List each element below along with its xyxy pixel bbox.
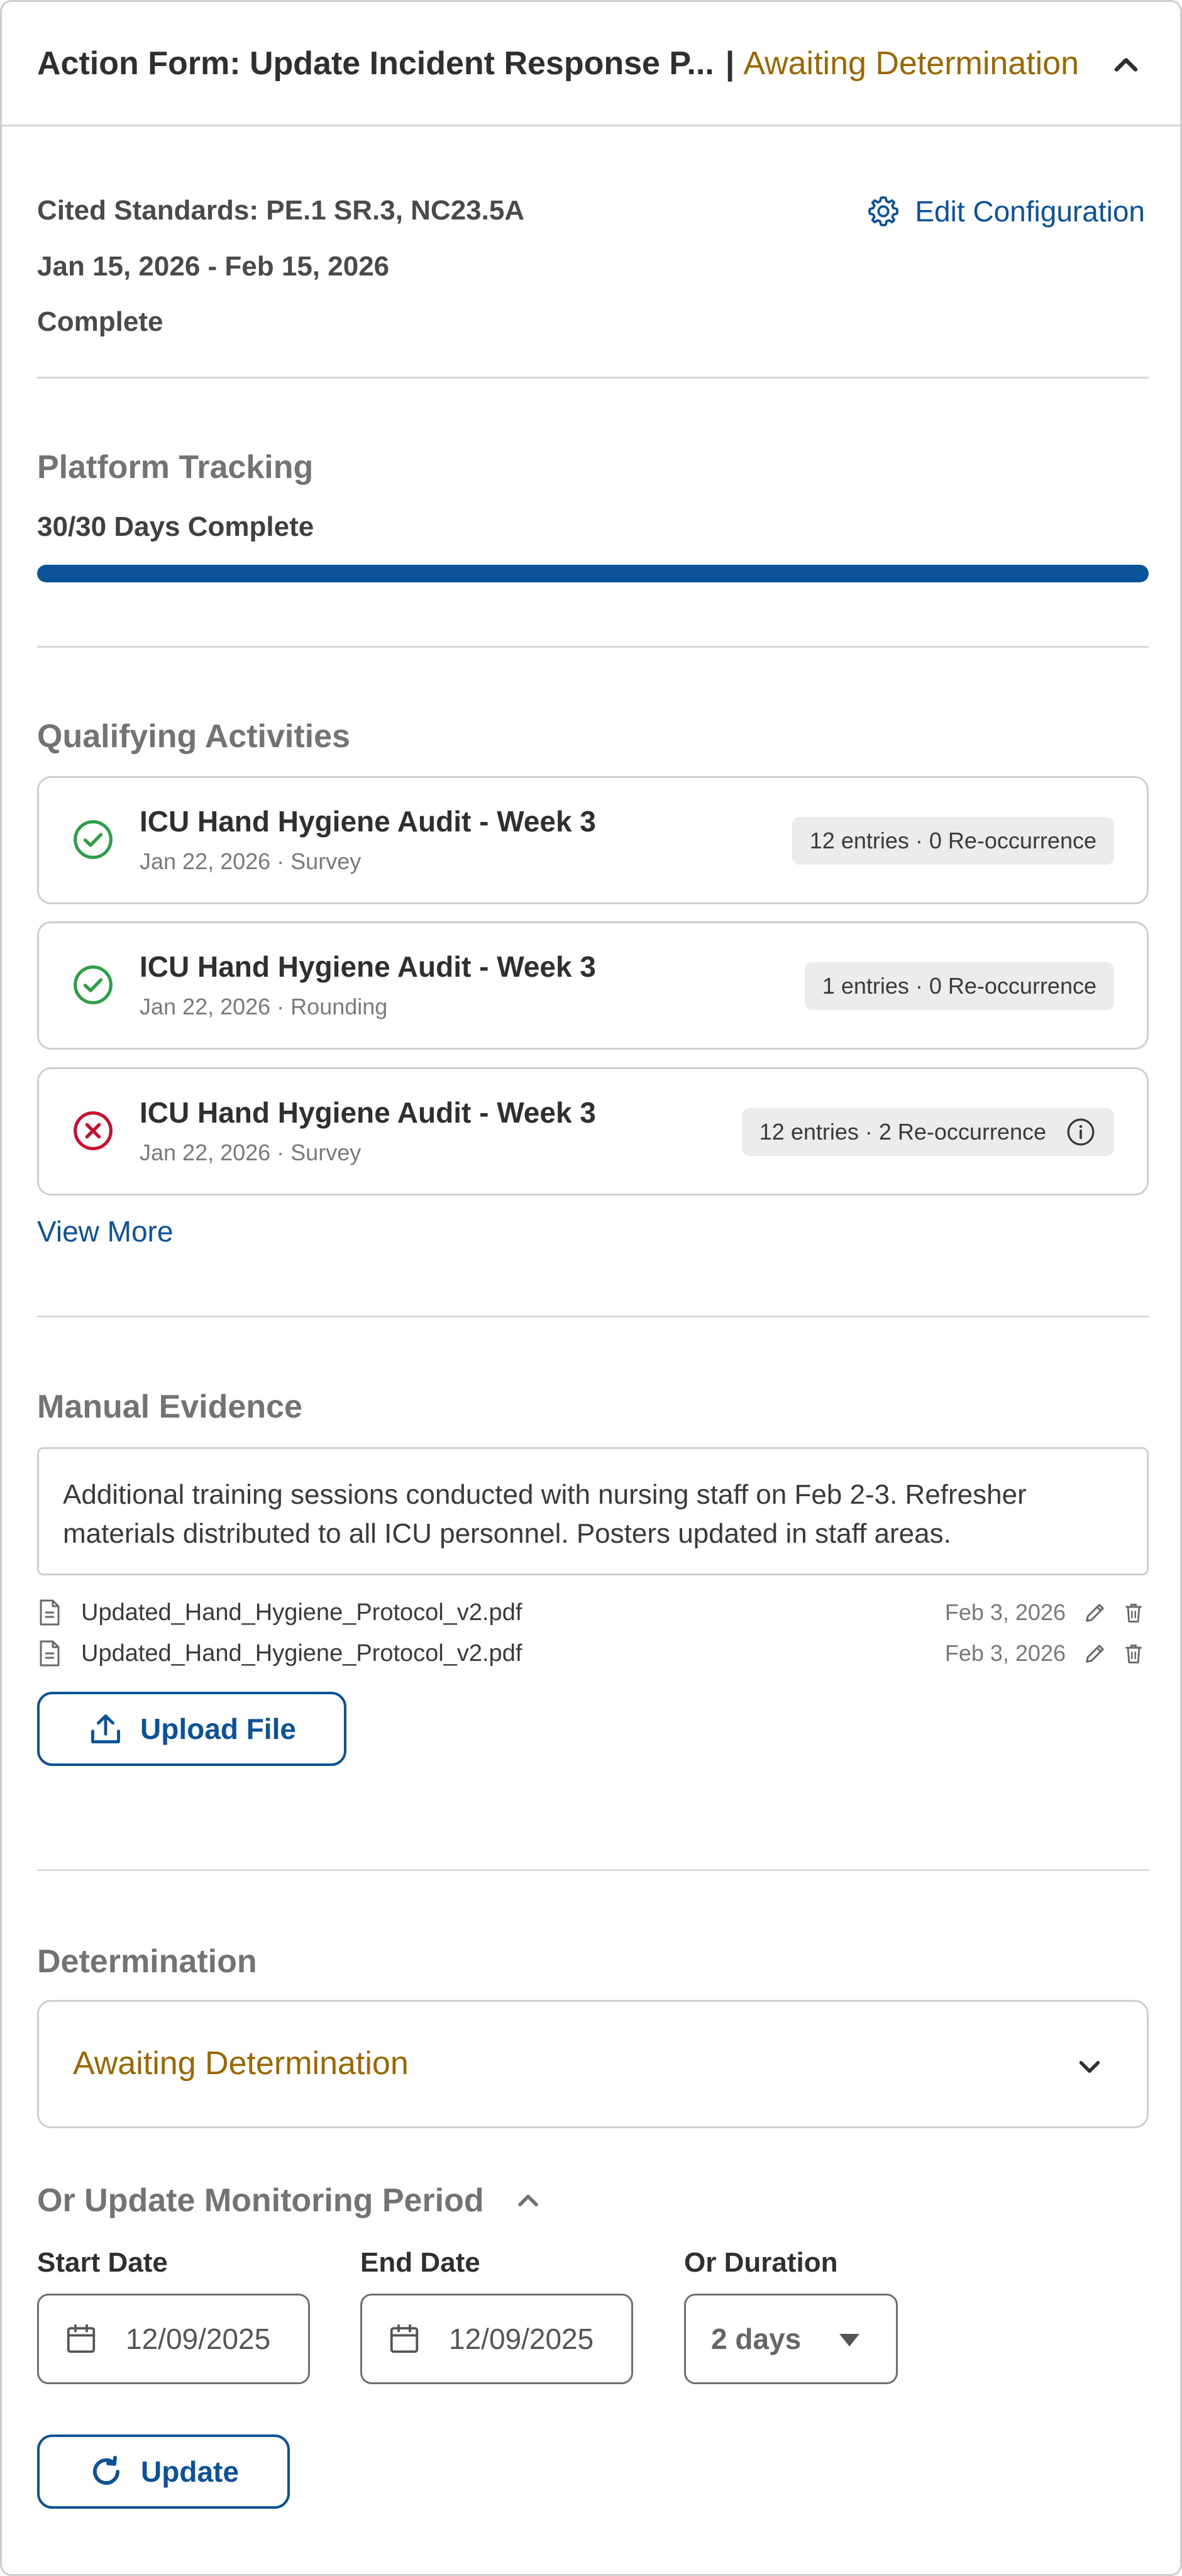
start-date-input[interactable] <box>126 2322 289 2356</box>
upload-icon <box>87 1711 124 1747</box>
check-circle-icon <box>72 818 114 861</box>
determination-select[interactable] <box>37 2000 1149 2128</box>
manual-evidence-title: Manual Evidence <box>37 1389 302 1425</box>
file-date: Feb 3, 2026 <box>944 1640 1066 1666</box>
view-more-link[interactable]: View More <box>37 1215 174 1248</box>
end-date-label: End Date <box>360 2247 480 2278</box>
activity-subtitle: Jan 22, 2026 · Survey <box>140 1140 362 1165</box>
cited-standards: Cited Standards: PE.1 SR.3, NC23.5A <box>37 195 525 226</box>
activity-badge <box>805 962 1114 1010</box>
activity-card[interactable] <box>37 1067 1149 1196</box>
check-circle-icon <box>72 963 114 1006</box>
platform-tracking-title: Platform Tracking <box>37 449 314 486</box>
progress-bar <box>37 565 1149 582</box>
update-label: Update <box>141 2455 239 2488</box>
activity-subtitle: Jan 22, 2026 · Survey <box>140 848 362 874</box>
document-icon <box>37 1640 62 1667</box>
activity-badge-text: 1 entries · 0 Re-occurrence <box>822 973 1096 999</box>
pencil-icon[interactable] <box>1083 1641 1107 1665</box>
completion-state: Complete <box>37 306 163 337</box>
progress-label: 30/30 Days Complete <box>37 511 314 542</box>
document-icon <box>37 1599 62 1626</box>
end-date-input[interactable] <box>449 2322 612 2356</box>
header-status: Awaiting Determination <box>743 45 1080 82</box>
upload-file-button[interactable] <box>37 1692 346 1766</box>
form-header[interactable] <box>2 2 1180 126</box>
evidence-notes[interactable]: Additional training sessions conducted with nursing staff on Feb 2-3. Refresher materials distributed to all ICU personnel. Posters updated in staff areas. <box>37 1447 1149 1575</box>
chevron-up-icon[interactable] <box>1107 46 1145 84</box>
activity-card[interactable] <box>37 921 1149 1050</box>
monitoring-period-toggle[interactable] <box>37 2182 544 2219</box>
file-row <box>37 1635 1149 1672</box>
activity-badge-text: 12 entries · 2 Re-occurrence <box>759 1119 1046 1145</box>
start-date-field[interactable] <box>37 2294 310 2384</box>
duration-select[interactable] <box>684 2294 898 2384</box>
duration-label: Or Duration <box>684 2247 838 2278</box>
x-circle-icon <box>72 1109 114 1152</box>
divider <box>37 377 1149 379</box>
file-date: Feb 3, 2026 <box>944 1599 1066 1625</box>
file-name[interactable]: Updated_Hand_Hygiene_Protocol_v2.pdf <box>81 1599 522 1626</box>
trash-icon[interactable] <box>1122 1601 1145 1624</box>
divider <box>37 646 1149 648</box>
caret-down-icon <box>837 2331 862 2350</box>
calendar-icon <box>64 2322 98 2356</box>
file-row <box>37 1594 1149 1631</box>
progress-fill <box>37 565 1149 582</box>
chevron-down-icon <box>1074 2051 1105 2082</box>
activity-card[interactable] <box>37 776 1149 904</box>
divider <box>37 1869 1149 1871</box>
monitoring-period-title: Or Update Monitoring Period <box>37 2182 484 2219</box>
activity-title: ICU Hand Hygiene Audit - Week 3 <box>140 1096 596 1129</box>
determination-title: Determination <box>37 1943 257 1980</box>
end-date-field[interactable] <box>360 2294 633 2384</box>
activity-title: ICU Hand Hygiene Audit - Week 3 <box>140 950 596 983</box>
divider <box>37 1316 1149 1318</box>
title-separator: | <box>725 45 735 82</box>
update-button[interactable] <box>37 2434 290 2509</box>
activity-badge <box>742 1108 1114 1156</box>
start-date-label: Start Date <box>37 2247 168 2278</box>
trash-icon[interactable] <box>1122 1641 1145 1665</box>
pencil-icon[interactable] <box>1083 1601 1107 1624</box>
upload-file-label: Upload File <box>140 1713 296 1745</box>
activity-subtitle: Jan 22, 2026 · Rounding <box>140 994 388 1019</box>
form-title: Action Form: Update Incident Response P... <box>37 45 714 82</box>
file-name[interactable]: Updated_Hand_Hygiene_Protocol_v2.pdf <box>81 1640 522 1667</box>
activity-title: ICU Hand Hygiene Audit - Week 3 <box>140 805 596 838</box>
edit-configuration-label: Edit Configuration <box>915 195 1145 228</box>
duration-value: 2 days <box>711 2323 802 2355</box>
info-circle-icon[interactable] <box>1065 1116 1096 1148</box>
determination-value: Awaiting Determination <box>73 2045 409 2082</box>
qualifying-activities-title: Qualifying Activities <box>37 718 350 755</box>
activity-badge <box>792 817 1114 865</box>
refresh-icon <box>88 2453 124 2490</box>
gear-icon <box>866 194 901 229</box>
date-range: Jan 15, 2026 - Feb 15, 2026 <box>37 251 390 282</box>
activity-badge-text: 12 entries · 0 Re-occurrence <box>809 828 1096 853</box>
edit-configuration-button[interactable] <box>866 194 1145 229</box>
chevron-up-icon <box>512 2184 544 2217</box>
calendar-icon <box>387 2322 421 2356</box>
